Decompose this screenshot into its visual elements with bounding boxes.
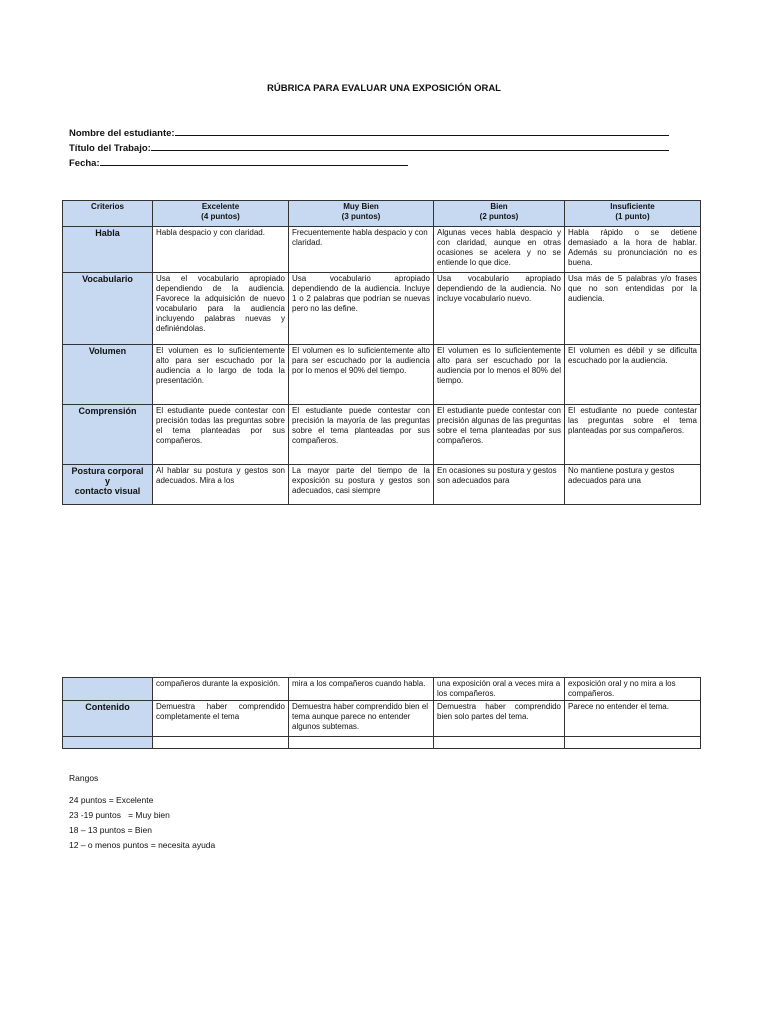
cell-contenido-insuficiente: Parece no entender el tema. bbox=[565, 701, 701, 737]
cell-contenido-muy-bien: Demuestra haber comprendido bien el tema aunque parece no entender algunos subtemas. bbox=[289, 701, 434, 737]
criterio-postura-line-3: contacto visual bbox=[74, 486, 141, 496]
work-title-field bbox=[69, 141, 669, 154]
empty-cell bbox=[63, 737, 153, 749]
work-title-line bbox=[151, 141, 669, 151]
table-header-row bbox=[63, 201, 701, 227]
cell-habla-bien: Algunas veces habla despacio y con claridad, aunque en otras ocasiones se acelera y no se entiende lo que dice. bbox=[434, 227, 565, 273]
cell-contenido-excelente: Demuestra haber comprendido completamente el tema bbox=[153, 701, 289, 737]
criterio-contenido: Contenido bbox=[63, 701, 153, 737]
range-necesita-ayuda: 12 – o menos puntos = necesita ayuda bbox=[69, 840, 216, 850]
empty-cell bbox=[289, 737, 434, 749]
header-excelente bbox=[153, 201, 289, 227]
header-muy-bien-label: Muy Bien bbox=[343, 202, 379, 211]
table-row bbox=[63, 405, 701, 465]
header-insuficiente bbox=[565, 201, 701, 227]
student-name-label: Nombre del estudiante: bbox=[69, 128, 175, 139]
cell-postura-bien: En ocasiones su postura y gestos son adecuados para bbox=[434, 465, 565, 505]
range-bien: 18 – 13 puntos = Bien bbox=[69, 825, 152, 835]
header-bien-points: (2 puntos) bbox=[479, 212, 519, 221]
cell-vocabulario-insuficiente: Usa más de 5 palabras y/o frases que no son entendidas por la audiencia. bbox=[565, 273, 701, 345]
cell-comprension-muy-bien: El estudiante puede contestar con precisión la mayoría de las preguntas sobre el tema planteadas por sus compañeros. bbox=[289, 405, 434, 465]
empty-cell bbox=[153, 737, 289, 749]
criterio-volumen: Volumen bbox=[63, 345, 153, 405]
table-row bbox=[63, 701, 701, 737]
cell-vocabulario-excelente: Usa el vocabulario apropiado dependiendo de la audiencia. Favorece la adquisición de nuevo vocabulario para la audiencia incluyendo palabras nuevas y definiéndolas. bbox=[153, 273, 289, 345]
date-field bbox=[69, 156, 408, 169]
cell-volumen-insuficiente: El volumen es débil y se dificulta escuchado por la audiencia. bbox=[565, 345, 701, 405]
header-criterios bbox=[63, 201, 153, 227]
criterio-vocabulario: Vocabulario bbox=[63, 273, 153, 345]
cell-volumen-muy-bien: El volumen es lo suficientemente alto para ser escuchado por la audiencia por lo menos el 90% del tiempo. bbox=[289, 345, 434, 405]
header-muy-bien-points: (3 puntos) bbox=[341, 212, 381, 221]
header-muy-bien bbox=[289, 201, 434, 227]
cell-volumen-bien: El volumen es lo suficientemente alto para ser escuchado por la audiencia por lo menos el 80% del tiempo. bbox=[434, 345, 565, 405]
student-name-field bbox=[69, 126, 669, 139]
rubric-table bbox=[62, 200, 701, 505]
header-excelente-points: (4 puntos) bbox=[201, 212, 240, 221]
table-row bbox=[63, 227, 701, 273]
header-bien-label: Bien bbox=[490, 202, 508, 211]
header-bien bbox=[434, 201, 565, 227]
criterio-postura-line-1: Postura corporal bbox=[71, 466, 144, 476]
criterio-postura bbox=[63, 465, 153, 505]
cell-postura-muy-bien: La mayor parte del tiempo de la exposición su postura y gestos son adecuados, casi siempre bbox=[289, 465, 434, 505]
cell-postura-excelente: Al hablar su postura y gestos son adecuados. Mira a los bbox=[153, 465, 289, 505]
cell-postura-insuficiente: No mantiene postura y gestos adecuados para una bbox=[565, 465, 701, 505]
date-label: Fecha: bbox=[69, 158, 100, 169]
cell-postura-excelente-cont: compañeros durante la exposición. bbox=[153, 678, 289, 701]
table-row bbox=[63, 737, 701, 749]
cell-vocabulario-muy-bien: Usa vocabulario apropiado dependiendo de la audiencia. Incluye 1 o 2 palabras que podrían se nuevas pero no las define. bbox=[289, 273, 434, 345]
table-row bbox=[63, 465, 701, 505]
cell-habla-excelente: Habla despacio y con claridad. bbox=[153, 227, 289, 273]
cell-postura-bien-cont: una exposición oral a veces mira a los compañeros. bbox=[434, 678, 565, 701]
cell-postura-muy-bien-cont: mira a los compañeros cuando habla. bbox=[289, 678, 434, 701]
criterio-postura-continued bbox=[63, 678, 153, 701]
cell-habla-insuficiente: Habla rápido o se detiene demasiado a la hora de hablar. Además su pronunciación no es buena. bbox=[565, 227, 701, 273]
cell-postura-insuficiente-cont: exposición oral y no mira a los compañeros. bbox=[565, 678, 701, 701]
range-excelente: 24 puntos = Excelente bbox=[69, 795, 154, 805]
criterio-habla: Habla bbox=[63, 227, 153, 273]
ranges-heading: Rangos bbox=[69, 773, 99, 783]
cell-habla-muy-bien: Frecuentemente habla despacio y con claridad. bbox=[289, 227, 434, 273]
header-excelente-label: Excelente bbox=[201, 202, 240, 211]
table-row bbox=[63, 273, 701, 345]
student-name-line bbox=[175, 126, 669, 136]
table-row bbox=[63, 678, 701, 701]
header-insuficiente-points: (1 punto) bbox=[615, 212, 650, 221]
date-line bbox=[100, 156, 408, 166]
empty-cell bbox=[434, 737, 565, 749]
header-insuficiente-label: Insuficiente bbox=[610, 202, 655, 211]
page-title: RÚBRICA PARA EVALUAR UNA EXPOSICIÓN ORAL bbox=[267, 83, 501, 94]
criterio-comprension: Comprensión bbox=[63, 405, 153, 465]
cell-volumen-excelente: El volumen es lo suficientemente alto para ser escuchado por la audiencia a lo largo de toda la presentación. bbox=[153, 345, 289, 405]
range-muy-bien: 23 -19 puntos = Muy bien bbox=[69, 810, 170, 820]
rubric-table-continued bbox=[62, 677, 701, 749]
cell-vocabulario-bien: Usa vocabulario apropiado dependiendo de la audiencia. No incluye vocabulario nuevo. bbox=[434, 273, 565, 345]
criterio-postura-line-2: y bbox=[104, 476, 110, 486]
cell-contenido-bien: Demuestra haber comprendido bien solo partes del tema. bbox=[434, 701, 565, 737]
work-title-label: Título del Trabajo: bbox=[69, 143, 151, 154]
cell-comprension-bien: El estudiante puede contestar con precisión algunas de las preguntas sobre el tema planteadas por sus compañeros. bbox=[434, 405, 565, 465]
table-row bbox=[63, 345, 701, 405]
cell-comprension-insuficiente: El estudiante no puede contestar las preguntas sobre el tema planteadas por sus compañeros. bbox=[565, 405, 701, 465]
cell-comprension-excelente: El estudiante puede contestar con precisión todas las preguntas sobre el tema planteadas por sus compañeros. bbox=[153, 405, 289, 465]
header-criterios-label: Criterios bbox=[91, 202, 124, 211]
empty-cell bbox=[565, 737, 701, 749]
